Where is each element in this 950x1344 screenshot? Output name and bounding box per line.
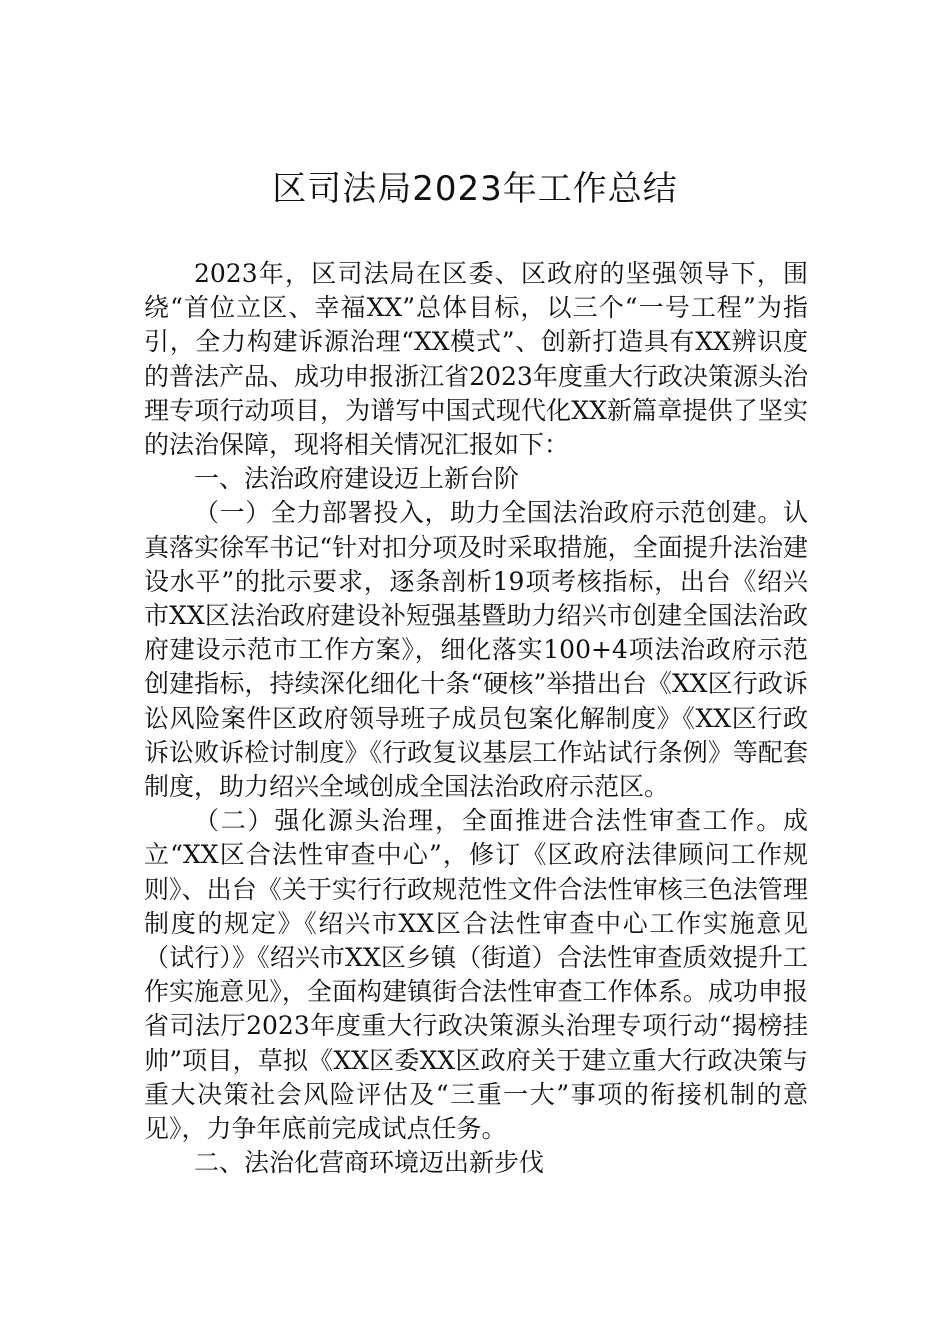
subsection-paragraph-2: （二）强化源头治理，全面推进合法性审查工作。成立“XX区合法性审查中心”，修订《区政府法律顾问工作规则》、出台《关于实行行政规范性文件合法性审核三色法管理制度的规定》《绍兴市XX区合法性审查中心工作实施意见（试行）》《绍兴市XX区乡镇（街道）合法性审查质效提升工作实施意见》，全面构建镇街合法性审查工作体系。成功申报省司法厅2023年度重大行政决策源头治理专项行动“揭榜挂帅”项目，草拟《XX区委XX区政府关于建立重大行政决策与重大决策社会风险评估及“三重一大”事项的衔接机制的意见》，力争年底前完成试点任务。	[144, 806, 808, 1144]
document-body	[144, 257, 808, 1180]
intro-paragraph: 2023年，区司法局在区委、区政府的坚强领导下，围绕“首位立区、幸福XX”总体目标，以三个“一号工程”为指引，全力构建诉源治理“XX模式”、创新打造具有XX辨识度的普法产品、成功申报浙江省2023年度重大行政决策源头治理专项行动项目，为谱写中国式现代化XX新篇章提供了坚实的法治保障，现将相关情况汇报如下：	[144, 259, 808, 460]
document-title: 区司法局2023年工作总结	[272, 169, 678, 209]
subsection-paragraph-1: （一）全力部署投入，助力全国法治政府示范创建。认真落实徐军书记“针对扣分项及时采取措施，全面提升法治建设水平”的批示要求，逐条剖析19项考核指标，出台《绍兴市XX区法治政府建设补短强基暨助力绍兴市创建全国法治政府建设示范市工作方案》，细化落实100+4项法治政府示范创建指标，持续深化细化十条“硬核”举措出台《XX区行政诉讼风险案件区政府领导班子成员包案化解制度》《XX区行政诉讼败诉检讨制度》《行政复议基层工作站试行条例》等配套制度，助力绍兴全域创成全国法治政府示范区。	[144, 498, 808, 802]
section-heading-2: 二、法治化营商环境迈出新步伐	[194, 1148, 545, 1178]
section-heading-1: 一、法治政府建设迈上新台阶	[194, 464, 520, 494]
